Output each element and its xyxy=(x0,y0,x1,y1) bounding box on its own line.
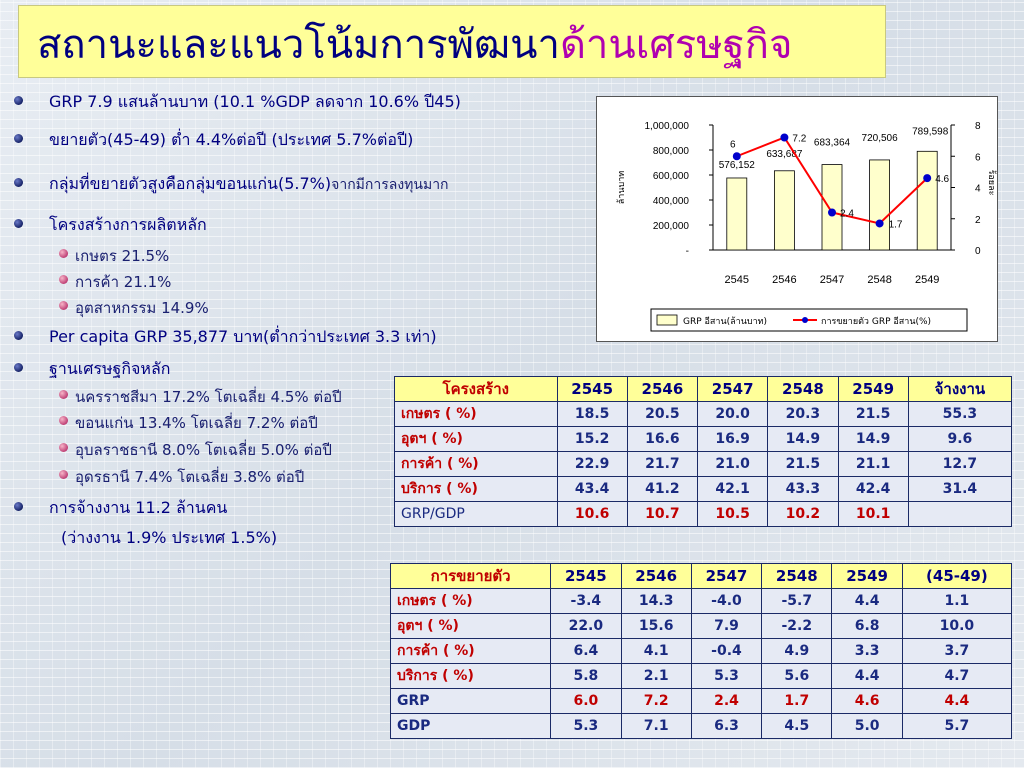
table-cell: 4.5 xyxy=(762,714,832,739)
table-cell: 55.3 xyxy=(908,402,1011,427)
x-tick-label: 2549 xyxy=(914,274,940,286)
title-part-1: สถานะและแนวโน้มการพัฒนา xyxy=(37,22,560,68)
sub-bullet-trade: การค้า 21.1% xyxy=(75,270,171,294)
table-cell: 3.3 xyxy=(832,639,902,664)
legend-label-line: การขยายตัว GRP อีสาน(%) xyxy=(821,317,932,327)
table-cell: 14.9 xyxy=(768,427,838,452)
bullet-khonkaen-suffix: จากมีการลงทุนมาก xyxy=(331,177,449,193)
sub-bullet-industry: อุตสาหกรรม 14.9% xyxy=(75,296,209,320)
line-data-label: 2.4 xyxy=(840,208,854,220)
y-tick-label: 400,000 xyxy=(652,196,689,207)
bar-grp-2547 xyxy=(822,165,842,250)
table-cell: 15.2 xyxy=(557,427,627,452)
table-cell: 43.3 xyxy=(768,477,838,502)
table-row xyxy=(395,427,1012,452)
column-header: 2545 xyxy=(557,377,627,402)
table-cell: 5.8 xyxy=(551,664,621,689)
table-cell: 4.7 xyxy=(902,664,1011,689)
table-cell: 42.1 xyxy=(698,477,768,502)
table-row xyxy=(391,714,1012,739)
y-axis-title: ล้านบาท xyxy=(617,170,627,205)
table-cell: 16.6 xyxy=(627,427,697,452)
bullet-economic-base: ฐานเศรษฐกิจหลัก xyxy=(49,357,170,382)
title-part-2: ด้านเศรษฐกิจ xyxy=(559,22,793,68)
bullet-grp: GRP 7.9 แสนล้านบาท (10.1 %GDP ลดจาก 10.6% ปี45) xyxy=(49,90,461,115)
bar-grp-2545 xyxy=(727,178,747,250)
table-row xyxy=(391,639,1012,664)
table-cell: 4.9 xyxy=(762,639,832,664)
table-header-row xyxy=(395,377,1012,402)
table-cell: -3.4 xyxy=(551,589,621,614)
y2-tick-label: 2 xyxy=(975,214,981,226)
table-cell: -5.7 xyxy=(762,589,832,614)
sub-bullet-udon: อุดรธานี 7.4% โตเฉลี่ย 3.8% ต่อปี xyxy=(75,465,304,489)
table-cell: 15.6 xyxy=(621,614,691,639)
row-label: เกษตร ( %) xyxy=(391,589,551,614)
sub-bullet-ubon: อุบลราชธานี 8.0% โตเฉลี่ย 5.0% ต่อปี xyxy=(75,438,332,462)
table-cell: 10.6 xyxy=(557,502,627,527)
table-cell: 16.9 xyxy=(698,427,768,452)
y-tick-label: 1,000,000 xyxy=(644,121,689,132)
table-cell: 43.4 xyxy=(557,477,627,502)
table-cell: 4.6 xyxy=(832,689,902,714)
table-cell: 4.4 xyxy=(902,689,1011,714)
table-cell: 10.7 xyxy=(627,502,697,527)
table-cell: 6.4 xyxy=(551,639,621,664)
table-cell xyxy=(908,502,1011,527)
row-label: การค้า ( %) xyxy=(391,639,551,664)
slide-title xyxy=(37,12,792,76)
title-banner xyxy=(18,5,886,78)
bar-data-label: 633,687 xyxy=(766,148,803,160)
bar-grp-2549 xyxy=(917,151,937,250)
line-data-label: 6 xyxy=(730,139,736,151)
legend-marker-line xyxy=(802,317,808,323)
table-cell: 6.0 xyxy=(551,689,621,714)
table-cell: 22.0 xyxy=(551,614,621,639)
bullet-khonkaen-main: กลุ่มที่ขยายตัวสูงคือกลุ่มขอนแก่น(5.7%) xyxy=(49,174,332,193)
structure-table xyxy=(394,376,1012,527)
table-cell: 20.5 xyxy=(627,402,697,427)
table-cell: 4.4 xyxy=(832,664,902,689)
y-tick-label: - xyxy=(685,246,689,257)
table-cell: 21.0 xyxy=(698,452,768,477)
line-point-2545 xyxy=(733,153,740,160)
line-point-2549 xyxy=(924,175,931,182)
table-cell: 5.7 xyxy=(902,714,1011,739)
table-cell: 1.7 xyxy=(762,689,832,714)
column-header: จ้างงาน xyxy=(908,377,1011,402)
table-cell: 2.4 xyxy=(691,689,761,714)
table-cell: 31.4 xyxy=(908,477,1011,502)
table-cell: 2.1 xyxy=(621,664,691,689)
line-data-label: 4.6 xyxy=(935,174,950,186)
column-header: โครงสร้าง xyxy=(395,377,558,402)
column-header: 2546 xyxy=(621,564,691,589)
table-cell: 12.7 xyxy=(908,452,1011,477)
column-header: 2549 xyxy=(832,564,902,589)
table-cell: 9.6 xyxy=(908,427,1011,452)
table-cell: 41.2 xyxy=(627,477,697,502)
bullet-unemployment: (ว่างงาน 1.9% ประเทศ 1.5%) xyxy=(61,528,278,547)
line-data-label: 1.7 xyxy=(888,219,903,231)
table-cell: 22.9 xyxy=(557,452,627,477)
column-header: การขยายตัว xyxy=(391,564,551,589)
row-label: บริการ ( %) xyxy=(391,664,551,689)
line-point-2547 xyxy=(829,209,836,216)
table-cell: 3.7 xyxy=(902,639,1011,664)
bullet-growth: ขยายตัว(45-49) ต่ำ 4.4%ต่อปี (ประเทศ 5.7%ต่อปี) xyxy=(49,128,413,153)
y-tick-label: 600,000 xyxy=(652,171,689,182)
bullet-khonkaen-group xyxy=(49,172,449,197)
column-header: 2546 xyxy=(627,377,697,402)
table-cell: 5.0 xyxy=(832,714,902,739)
legend-swatch-bar xyxy=(657,315,677,325)
table-cell: 6.3 xyxy=(691,714,761,739)
column-header: 2545 xyxy=(551,564,621,589)
growth-table xyxy=(390,563,1012,739)
y2-axis-title: ร้อยละ xyxy=(986,169,996,196)
bar-grp-2548 xyxy=(870,160,890,250)
table-cell: 42.4 xyxy=(838,477,908,502)
row-label: อุตฯ ( %) xyxy=(395,427,558,452)
grp-chart-svg xyxy=(597,97,997,341)
table-cell: 21.5 xyxy=(768,452,838,477)
y-tick-label: 800,000 xyxy=(652,146,689,157)
table-cell: -0.4 xyxy=(691,639,761,664)
legend-label-bar: GRP อีสาน(ล้านบาท) xyxy=(683,317,768,327)
table-cell: 14.9 xyxy=(838,427,908,452)
table-cell: 6.8 xyxy=(832,614,902,639)
bar-data-label: 683,364 xyxy=(813,137,851,149)
table-cell: 20.3 xyxy=(768,402,838,427)
line-point-2546 xyxy=(781,134,788,141)
y2-tick-label: 8 xyxy=(975,121,981,132)
row-label: เกษตร ( %) xyxy=(395,402,558,427)
row-label: GRP xyxy=(391,689,551,714)
table-cell: 14.3 xyxy=(621,589,691,614)
bar-data-label: 789,598 xyxy=(912,126,949,138)
table-cell: 21.1 xyxy=(838,452,908,477)
table-header-row xyxy=(391,564,1012,589)
row-label: อุตฯ ( %) xyxy=(391,614,551,639)
row-label: การค้า ( %) xyxy=(395,452,558,477)
table-cell: -2.2 xyxy=(762,614,832,639)
y2-tick-label: 6 xyxy=(975,152,981,164)
y2-tick-label: 0 xyxy=(975,246,981,257)
table-row xyxy=(391,614,1012,639)
bullet-production-structure: โครงสร้างการผลิตหลัก xyxy=(49,213,207,238)
x-tick-label: 2547 xyxy=(819,274,845,286)
table-row xyxy=(395,477,1012,502)
y2-tick-label: 4 xyxy=(975,183,981,195)
column-header: 2548 xyxy=(768,377,838,402)
table-cell: 5.6 xyxy=(762,664,832,689)
table-cell: 10.2 xyxy=(768,502,838,527)
table-cell: 4.4 xyxy=(832,589,902,614)
table-row xyxy=(395,402,1012,427)
x-tick-label: 2546 xyxy=(772,274,797,286)
table-row xyxy=(395,502,1012,527)
bar-data-label: 576,152 xyxy=(718,159,755,171)
table-cell: 5.3 xyxy=(551,714,621,739)
sub-bullet-agriculture: เกษตร 21.5% xyxy=(75,244,169,268)
bar-data-label: 720,506 xyxy=(861,132,898,144)
table-row xyxy=(391,664,1012,689)
column-header: 2547 xyxy=(698,377,768,402)
table-cell: 21.7 xyxy=(627,452,697,477)
table-cell: 7.9 xyxy=(691,614,761,639)
table-cell: -4.0 xyxy=(691,589,761,614)
y-tick-label: 200,000 xyxy=(652,221,689,232)
bullet-per-capita: Per capita GRP 35,877 บาท(ต่ำกว่าประเทศ 3.3 เท่า) xyxy=(49,325,437,350)
row-label: GRP/GDP xyxy=(395,502,558,527)
table-row xyxy=(391,589,1012,614)
bar-grp-2546 xyxy=(774,171,794,250)
line-point-2548 xyxy=(876,220,883,227)
grp-chart xyxy=(596,96,998,342)
table-cell: 7.1 xyxy=(621,714,691,739)
table-row xyxy=(395,452,1012,477)
table-cell: 10.5 xyxy=(698,502,768,527)
x-tick-label: 2545 xyxy=(724,274,750,286)
column-header: 2548 xyxy=(762,564,832,589)
table-cell: 21.5 xyxy=(838,402,908,427)
line-data-label: 7.2 xyxy=(792,133,807,145)
table-cell: 4.1 xyxy=(621,639,691,664)
table-cell: 10.1 xyxy=(838,502,908,527)
table-row xyxy=(391,689,1012,714)
sub-bullet-nakhonratchasima: นครราชสีมา 17.2% โตเฉลี่ย 4.5% ต่อปี xyxy=(75,385,342,409)
row-label: GDP xyxy=(391,714,551,739)
sub-bullet-khonkaen: ขอนแก่น 13.4% โตเฉลี่ย 7.2% ต่อปี xyxy=(75,411,318,435)
column-header: (45-49) xyxy=(902,564,1011,589)
table-cell: 1.1 xyxy=(902,589,1011,614)
row-label: บริการ ( %) xyxy=(395,477,558,502)
column-header: 2547 xyxy=(691,564,761,589)
table-cell: 18.5 xyxy=(557,402,627,427)
table-cell: 20.0 xyxy=(698,402,768,427)
column-header: 2549 xyxy=(838,377,908,402)
table-cell: 5.3 xyxy=(691,664,761,689)
x-tick-label: 2548 xyxy=(867,274,892,286)
table-cell: 10.0 xyxy=(902,614,1011,639)
bullet-employment: การจ้างงาน 11.2 ล้านคน xyxy=(49,496,227,521)
table-cell: 7.2 xyxy=(621,689,691,714)
